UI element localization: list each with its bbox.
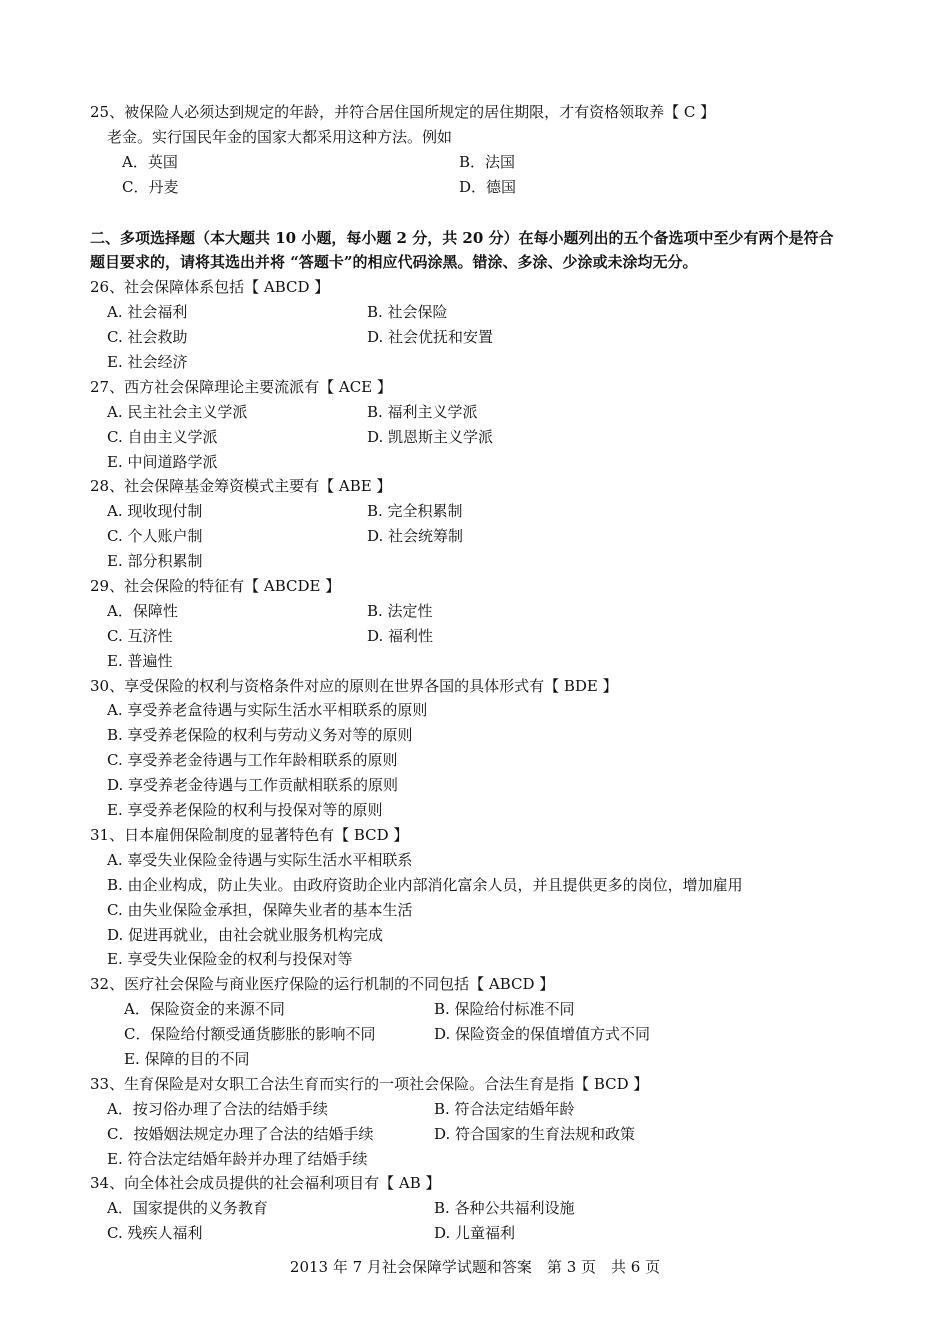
option-row (90, 1122, 870, 1147)
option-row (90, 649, 870, 674)
option: E. 普遍性 (107, 651, 173, 670)
option: E. 享受失业保险金的权利与投保对等 (107, 950, 353, 969)
exam-page-content (90, 100, 870, 1246)
option: E. 社会经济 (107, 353, 188, 372)
option-row (90, 300, 870, 325)
option: B. 社会保险 (367, 303, 448, 322)
option: B. 享受养老保险的权利与劳动义务对等的原则 (107, 726, 413, 745)
option-row (90, 175, 870, 200)
option-row (90, 150, 870, 175)
option-row (90, 798, 870, 823)
option: D. 保险资金的保值增值方式不同 (434, 1025, 651, 1044)
option-row (90, 1147, 870, 1172)
question-stem: 27、西方社会保障理论主要流派有【 ACE 】 (90, 377, 392, 396)
option: D. 符合国家的生育法规和政策 (434, 1124, 636, 1143)
option: A．保障性 (107, 601, 178, 620)
option-row (90, 450, 870, 475)
section-heading-line1: 二、多项选择题（本大题共 10 小题，每小题 2 分，共 20 分）在每小题列出的五个备选项中至少有两个是符合 (90, 228, 834, 247)
option: E. 部分积累制 (107, 552, 203, 571)
option-row (90, 1097, 870, 1122)
option-row (90, 1022, 870, 1047)
option-row (90, 350, 870, 375)
option: C. 个人账户制 (107, 527, 203, 546)
question-stem: 26、社会保障体系包括【 ABCD 】 (90, 278, 330, 297)
option-row (90, 1221, 870, 1246)
option-row (90, 947, 870, 972)
option: C．保险给付额受通货膨胀的影响不同 (124, 1025, 376, 1044)
option-row (90, 997, 870, 1022)
option: A．按习俗办理了合法的结婚手续 (107, 1099, 328, 1118)
question-stem: 33、生育保险是对女职工合法生育而实行的一项社会保险。合法生育是指【 BCD 】 (90, 1074, 649, 1093)
option: D. 儿童福利 (434, 1224, 516, 1243)
option: D. 享受养老金待遇与工作贡献相联系的原则 (107, 776, 399, 795)
option: C. 自由主义学派 (107, 427, 218, 446)
option-row (90, 599, 870, 624)
option-row (90, 624, 870, 649)
option-row (90, 325, 870, 350)
option: B. 由企业构成，防止失业。由政府资助企业内部消化富余人员，并且提供更多的岗位，增加雇用 (107, 875, 743, 894)
option-row (90, 425, 870, 450)
option-row (90, 848, 870, 873)
option: E. 符合法定结婚年龄并办理了结婚手续 (107, 1149, 368, 1168)
option-row (90, 898, 870, 923)
option-row (90, 524, 870, 549)
option: D. 凯恩斯主义学派 (367, 427, 494, 446)
option: B. 完全积累制 (367, 502, 463, 521)
option: A. 享受养老盒待遇与实际生活水平相联系的原则 (107, 701, 428, 720)
option: D. 促进再就业，由社会就业服务机构完成 (107, 925, 384, 944)
option: E. 享受养老保险的权利与投保对等的原则 (107, 801, 383, 820)
page-footer: 2013 年 7 月社会保障学试题和答案 第 3 页 共 6 页 (289, 1258, 661, 1276)
option-row (90, 723, 870, 748)
option-row (90, 1196, 870, 1221)
option: A．国家提供的义务教育 (107, 1199, 268, 1218)
option: C．按婚姻法规定办理了合法的结婚手续 (107, 1124, 374, 1143)
question-stem: 28、社会保障基金筹资模式主要有【 ABE 】 (90, 477, 392, 496)
option: C. 由失业保险金承担，保障失业者的基本生活 (107, 900, 413, 919)
question-stem: 30、享受保险的权利与资格条件对应的原则在世界各国的具体形式有【 BDE 】 (90, 676, 618, 695)
option: A．保险资金的来源不同 (124, 1000, 285, 1019)
option: D. 社会统筹制 (367, 527, 464, 546)
option: C. 互济性 (107, 626, 173, 645)
option: B. 法定性 (367, 601, 433, 620)
option: D. 社会优抚和安置 (367, 328, 494, 347)
option-c: C．丹麦 (122, 177, 179, 196)
question-25-number: 25 (90, 103, 110, 121)
option-b: B．法国 (459, 152, 516, 171)
option: A. 辜受失业保险金待遇与实际生活水平相联系 (107, 850, 413, 869)
question-25-text: 、被保险人必须达到规定的年龄，并符合居住国所规定的居住期限，才有资格领取养【 C 】 (109, 103, 716, 121)
question-stem: 29、社会保险的特征有【 ABCDE 】 (90, 577, 341, 596)
option: B. 保险给付标准不同 (434, 1000, 575, 1019)
option: A. 民主社会主义学派 (107, 402, 248, 421)
option-row (90, 748, 870, 773)
option-a: A．英国 (122, 152, 178, 171)
question-25 (90, 100, 870, 125)
question-stem: 31、日本雇佣保险制度的显著特色有【 BCD 】 (90, 825, 409, 844)
option-row (90, 549, 870, 574)
option-row (90, 1047, 870, 1072)
option-row (90, 923, 870, 948)
option: A. 现收现付制 (107, 502, 203, 521)
option: B. 符合法定结婚年龄 (434, 1099, 575, 1118)
option: B. 各种公共福利设施 (434, 1199, 575, 1218)
option: B. 福利主义学派 (367, 402, 478, 421)
option-d: D．德国 (459, 177, 517, 196)
option: C. 享受养老金待遇与工作年龄相联系的原则 (107, 751, 398, 770)
question-stem: 34、向全体社会成员提供的社会福利项目有【 AB 】 (90, 1174, 441, 1193)
option: A. 社会福利 (107, 303, 188, 322)
option: C. 残疾人福利 (107, 1224, 203, 1243)
question-stem: 32、医疗社会保险与商业医疗保险的运行机制的不同包括【 ABCD 】 (90, 975, 555, 994)
option: E. 中间道路学派 (107, 452, 218, 471)
option-row (90, 698, 870, 723)
option: E. 保障的目的不同 (124, 1049, 250, 1068)
option-row (90, 400, 870, 425)
section-heading-line2: 题目要求的，请将其选出并将 “答题卡”的相应代码涂黑。错涂、多涂、少涂或未涂均无分。 (90, 253, 698, 272)
multiple-choice-questions (90, 275, 870, 1246)
continuation-text: 老金。实行国民年金的国家大都采用这种方法。例如 (107, 127, 453, 146)
option: C. 社会救助 (107, 328, 188, 347)
option-row (90, 873, 870, 898)
question-25-continuation (90, 125, 870, 150)
option-row (90, 773, 870, 798)
option: D. 福利性 (367, 626, 434, 645)
option-row (90, 499, 870, 524)
